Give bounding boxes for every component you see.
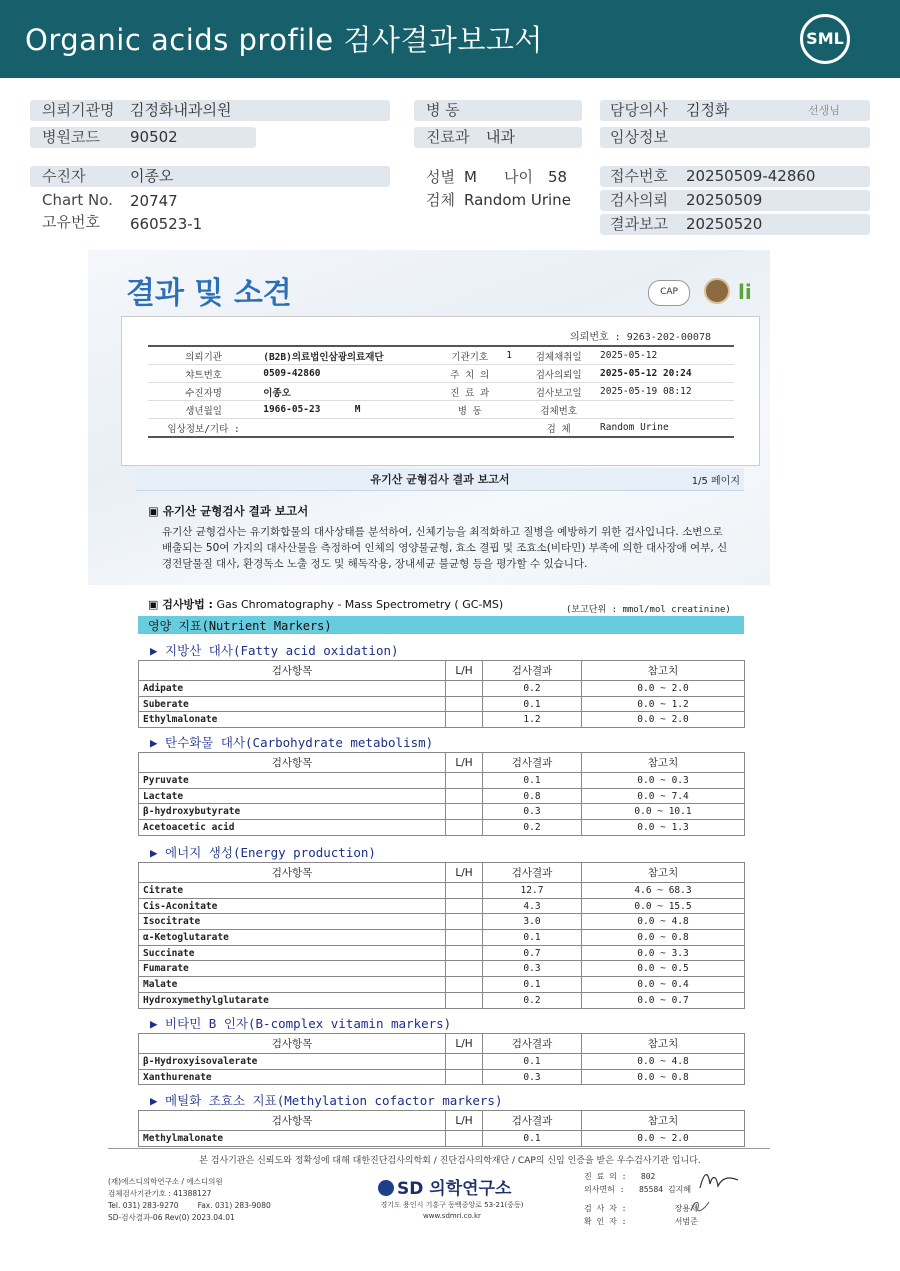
footer-signatures: [584, 1170, 698, 1228]
result-cell: 0.2: [483, 681, 582, 697]
test-name-cell: Suberate: [139, 696, 446, 712]
method-label: ▣ 검사방법 :: [148, 598, 213, 611]
test-name-cell: Ethylmalonate: [139, 712, 446, 728]
col-item-header: 검사항목: [139, 1034, 446, 1054]
footer-left-line: 검체검사기관기호 : 41388127: [108, 1189, 212, 1198]
info-cell: 0509-42860: [259, 365, 437, 383]
result-cell: 0.1: [483, 1131, 582, 1147]
result-cell: 0.3: [483, 961, 582, 977]
test-name-cell: Isocitrate: [139, 914, 446, 930]
reference-cell: 0.0 ~ 4.8: [582, 1054, 745, 1070]
reference-cell: 0.0 ~ 0.4: [582, 977, 745, 993]
test-name-cell: Hydroxymethylglutarate: [139, 992, 446, 1008]
lh-cell: [446, 1131, 483, 1147]
col-result-header: 검사결과: [483, 863, 582, 883]
intro-text: 유기산 균형검사는 유기화합물의 대사상태를 분석하여, 신체기능을 최적화하고 질병을 예방하기 위한 검사입니다. 소변으로 배출되는 50여 가지의 대사산물을 측정하여 인체의 영양물균형, 효소 결핍 및 조효소(비타민) 부족에 의한 대사장애 여부, 신경전달물질 대사, 환경독소 노출 정도 및 해독작용, 장내세균 불균형 등을 평가할 수 있습니다.: [162, 526, 728, 570]
clinical-label: 임상정보: [610, 128, 668, 146]
info-cell: 의뢰기관: [148, 346, 259, 365]
staff-signature-icon: [688, 1196, 712, 1216]
result-cell: 0.3: [483, 804, 582, 820]
li-label: li: [738, 280, 752, 304]
recv-value: 20250509-42860: [686, 167, 816, 185]
nutrient-bar-label: 영양 지표(Nutrient Markers): [148, 619, 332, 633]
sd-brand-text: SD 의학연구소: [397, 1179, 512, 1199]
result-cell: 0.2: [483, 820, 582, 836]
specimen-value: Random Urine: [464, 191, 571, 209]
col-ref-header: 참고치: [582, 753, 745, 773]
li-logo-icon: [738, 280, 752, 304]
info-cell: [502, 365, 521, 383]
lh-cell: [446, 1069, 483, 1085]
table-row: [148, 401, 734, 419]
info-cell: [259, 419, 437, 438]
doctor-label: 담당의사: [610, 101, 668, 119]
category-title: ▶ 탄수화물 대사(Carbohydrate metabolism): [150, 735, 434, 750]
section-title: ▣ 유기산 균형검사 결과 보고서: [148, 504, 309, 518]
footer-left-line: Tel. 031) 283-9270 Fax. 031) 283-9080: [108, 1201, 271, 1210]
method-line: [148, 596, 503, 612]
dept-label: 진료과: [426, 128, 470, 146]
address-line: 경기도 용인시 기흥구 동백중앙로 53-21(중동): [380, 1201, 524, 1209]
dept-value: 내과: [486, 128, 515, 146]
test-name-cell: Citrate: [139, 883, 446, 899]
report-unit: (보고단위 : mmol/mol creatinine): [566, 605, 731, 615]
footer-left-line: SD-검사결과-06 Rev(0) 2023.04.01: [108, 1213, 235, 1222]
name-label: 수진자: [42, 167, 86, 185]
result-cell: 0.8: [483, 788, 582, 804]
info-cell: 주 치 의: [437, 365, 502, 383]
info-cell: [502, 401, 521, 419]
table-row: [139, 992, 745, 1008]
lh-cell: [446, 820, 483, 836]
table-header-row: [139, 661, 745, 681]
sex-label: 성별: [426, 168, 455, 186]
lh-cell: [446, 804, 483, 820]
result-cell: 0.1: [483, 930, 582, 946]
results-table: [138, 1033, 745, 1085]
table-row: [139, 1069, 745, 1085]
table-header-row: [139, 1034, 745, 1054]
test-name-cell: β-Hydroxyisovalerate: [139, 1054, 446, 1070]
sd-brand: [378, 1174, 511, 1199]
footer-left: [108, 1176, 271, 1224]
rep-value: 20250520: [686, 215, 763, 233]
reference-cell: 0.0 ~ 15.5: [582, 898, 745, 914]
test-name-cell: α-Ketoglutarate: [139, 930, 446, 946]
reference-cell: 0.0 ~ 10.1: [582, 804, 745, 820]
table-row: [139, 788, 745, 804]
result-cell: 0.3: [483, 1069, 582, 1085]
table-row: [139, 773, 745, 789]
reference-cell: 0.0 ~ 0.8: [582, 930, 745, 946]
rep-label: 결과보고: [610, 215, 668, 233]
inst-label: 의뢰기관명: [42, 101, 115, 119]
info-cell: 챠트번호: [148, 365, 259, 383]
report-bar-title: 유기산 균형검사 결과 보고서: [370, 473, 510, 486]
test-name-cell: Malate: [139, 977, 446, 993]
sd-logo-icon: [378, 1180, 394, 1196]
result-cell: 1.2: [483, 712, 582, 728]
request-info-table: [148, 345, 734, 438]
age-value: 58: [548, 168, 568, 186]
table-row: [139, 945, 745, 961]
lh-cell: [446, 914, 483, 930]
info-cell: [596, 401, 734, 419]
lh-cell: [446, 961, 483, 977]
info-cell: 기관기호: [437, 346, 502, 365]
col-item-header: 검사항목: [139, 753, 446, 773]
category-title: ▶ 지방산 대사(Fatty acid oxidation): [150, 643, 399, 658]
doctor-value: 김정화: [686, 101, 730, 119]
test-name-cell: Cis-Aconitate: [139, 898, 446, 914]
category-title: ▶ 비타민 B 인자(B-complex vitamin markers): [150, 1016, 452, 1031]
staff-row: 검 사 자 : 장용재: [584, 1204, 698, 1213]
col-result-header: 검사결과: [483, 1111, 582, 1131]
results-table: [138, 862, 745, 1009]
reference-cell: 0.0 ~ 2.0: [582, 712, 745, 728]
doctor-suffix: 선생님: [808, 104, 840, 117]
lh-cell: [446, 1054, 483, 1070]
recv-label: 접수번호: [610, 167, 668, 185]
staff-row: 확 인 자 : 서범준: [584, 1217, 698, 1226]
sml-logo-icon: [800, 14, 850, 64]
info-cell: [502, 383, 521, 401]
results-table: [138, 752, 745, 836]
lh-cell: [446, 696, 483, 712]
req-label: 검사의뢰: [610, 191, 668, 209]
reference-cell: 0.0 ~ 7.4: [582, 788, 745, 804]
id-label: 고유번호: [42, 213, 100, 231]
sd-address: [372, 1200, 532, 1222]
col-item-header: 검사항목: [139, 1111, 446, 1131]
table-row: [139, 898, 745, 914]
specimen-label: 검체: [426, 191, 455, 209]
table-row: [139, 977, 745, 993]
info-cell: 임상정보/기타 :: [148, 419, 259, 438]
footer-note: 본 검사기관은 신뢰도와 정확성에 대해 대한진단검사의학회 / 진단검사의학재단 / CAP의 신임 인증을 받은 우수검사기관 입니다.: [199, 1156, 701, 1166]
info-cell: 2025-05-12 20:24: [596, 365, 734, 383]
category-title: ▶ 메틸화 조효소 지표(Methylation cofactor markers): [150, 1093, 503, 1108]
info-cell: 2025-05-19 08:12: [596, 383, 734, 401]
sign-row: 의사면허 : 85584 김지혜: [584, 1185, 692, 1194]
sex-value: M: [464, 168, 477, 186]
reference-cell: 0.0 ~ 2.0: [582, 681, 745, 697]
test-name-cell: Adipate: [139, 681, 446, 697]
seal-icon: [704, 278, 730, 304]
reference-cell: 0.0 ~ 0.8: [582, 1069, 745, 1085]
col-lh-header: L/H: [446, 1111, 483, 1131]
reference-cell: 0.0 ~ 2.0: [582, 1131, 745, 1147]
col-item-header: 검사항목: [139, 863, 446, 883]
info-cell: 수진자명: [148, 383, 259, 401]
category-title: ▶ 에너지 생성(Energy production): [150, 845, 376, 860]
result-cell: 0.2: [483, 992, 582, 1008]
table-row: [148, 365, 734, 383]
reference-cell: 4.6 ~ 68.3: [582, 883, 745, 899]
panel-title: 결과 및 소견: [126, 276, 292, 311]
col-result-header: 검사결과: [483, 753, 582, 773]
test-name-cell: Succinate: [139, 945, 446, 961]
footer-left-line: (재)에스디의학연구소 / 에스디의원: [108, 1177, 223, 1186]
lh-cell: [446, 788, 483, 804]
result-cell: 0.7: [483, 945, 582, 961]
table-row: [148, 346, 734, 365]
lh-cell: [446, 773, 483, 789]
results-table: [138, 660, 745, 728]
page-number: 1/5 페이지: [691, 476, 740, 487]
info-cell: [437, 419, 502, 438]
lh-cell: [446, 945, 483, 961]
info-cell: 1: [502, 346, 521, 365]
info-cell: [502, 419, 521, 438]
col-lh-header: L/H: [446, 661, 483, 681]
info-cell: 병 동: [437, 401, 502, 419]
info-cell: 생년월일: [148, 401, 259, 419]
report-title-bar: [136, 468, 744, 491]
test-name-cell: β-hydroxybutyrate: [139, 804, 446, 820]
info-cell: 검체채취일: [521, 346, 596, 365]
inst-value: 김정화내과의원: [130, 101, 232, 119]
info-cell: 검사의뢰일: [521, 365, 596, 383]
result-cell: 4.3: [483, 898, 582, 914]
info-cell: Random Urine: [596, 419, 734, 438]
sign-row: 진 료 의 : 802: [584, 1172, 656, 1181]
name-value: 이종오: [130, 167, 174, 185]
lh-cell: [446, 930, 483, 946]
id-value: 660523-1: [130, 215, 203, 233]
logo-text: SML: [806, 29, 844, 48]
info-cell: 이종오: [259, 383, 437, 401]
req-value: 20250509: [686, 191, 763, 209]
reference-cell: 0.0 ~ 3.3: [582, 945, 745, 961]
cap-accredited-icon: [648, 280, 690, 306]
test-name-cell: Acetoacetic acid: [139, 820, 446, 836]
result-cell: 3.0: [483, 914, 582, 930]
table-row: [139, 820, 745, 836]
reference-cell: 0.0 ~ 1.3: [582, 820, 745, 836]
table-row: [139, 712, 745, 728]
result-cell: 0.1: [483, 773, 582, 789]
col-lh-header: L/H: [446, 753, 483, 773]
col-result-header: 검사결과: [483, 1034, 582, 1054]
table-row: [139, 1131, 745, 1147]
chart-value: 20747: [130, 192, 178, 210]
reference-cell: 0.0 ~ 4.8: [582, 914, 745, 930]
chart-label: Chart No.: [42, 191, 113, 209]
test-name-cell: Methylmalonate: [139, 1131, 446, 1147]
lh-cell: [446, 977, 483, 993]
info-cell: 1966-05-23 M: [259, 401, 437, 419]
info-cell: (B2B)의료법인삼광의료재단: [259, 346, 437, 365]
info-cell: 검 체: [521, 419, 596, 438]
footer-divider: [108, 1148, 770, 1149]
page-title: Organic acids profile 검사결과보고서: [25, 23, 543, 57]
result-cell: 0.1: [483, 696, 582, 712]
doctor-signature-icon: [696, 1166, 740, 1196]
table-row: [148, 383, 734, 401]
table-row: [139, 930, 745, 946]
code-value: 90502: [130, 128, 178, 146]
col-lh-header: L/H: [446, 863, 483, 883]
request-number: 의뢰번호 : 9263-202-00078: [570, 332, 711, 343]
table-row: [139, 696, 745, 712]
nutrient-markers-bar: [138, 616, 744, 634]
table-row: [139, 883, 745, 899]
page-header: [0, 0, 900, 78]
test-name-cell: Lactate: [139, 788, 446, 804]
test-name-cell: Xanthurenate: [139, 1069, 446, 1085]
lh-cell: [446, 992, 483, 1008]
reference-cell: 0.0 ~ 0.7: [582, 992, 745, 1008]
lh-cell: [446, 883, 483, 899]
method-value: Gas Chromatography - Mass Spectrometry ( GC-MS): [216, 598, 504, 611]
lh-cell: [446, 681, 483, 697]
reference-cell: 0.0 ~ 0.3: [582, 773, 745, 789]
ward-label: 병 동: [426, 101, 460, 119]
lh-cell: [446, 712, 483, 728]
table-row: [139, 1054, 745, 1070]
test-name-cell: Fumarate: [139, 961, 446, 977]
reference-cell: 0.0 ~ 1.2: [582, 696, 745, 712]
results-table: [138, 1110, 745, 1147]
col-ref-header: 참고치: [582, 1034, 745, 1054]
info-cell: 2025-05-12: [596, 346, 734, 365]
table-header-row: [139, 753, 745, 773]
code-label: 병원코드: [42, 128, 100, 146]
request-info-box: [121, 316, 760, 466]
col-ref-header: 참고치: [582, 863, 745, 883]
cap-label: CAP: [660, 287, 678, 297]
table-row: [139, 961, 745, 977]
col-lh-header: L/H: [446, 1034, 483, 1054]
reference-cell: 0.0 ~ 0.5: [582, 961, 745, 977]
table-header-row: [139, 1111, 745, 1131]
table-row: [148, 419, 734, 438]
col-result-header: 검사결과: [483, 661, 582, 681]
website-line: www.sdmri.co.kr: [423, 1212, 481, 1220]
col-item-header: 검사항목: [139, 661, 446, 681]
lh-cell: [446, 898, 483, 914]
info-cell: 진 료 과: [437, 383, 502, 401]
age-label: 나이: [504, 168, 533, 186]
table-header-row: [139, 863, 745, 883]
info-cell: 검체번호: [521, 401, 596, 419]
col-ref-header: 참고치: [582, 661, 745, 681]
table-row: [139, 681, 745, 697]
result-cell: 0.1: [483, 977, 582, 993]
info-cell: 검사보고일: [521, 383, 596, 401]
table-row: [139, 914, 745, 930]
test-name-cell: Pyruvate: [139, 773, 446, 789]
table-row: [139, 804, 745, 820]
result-cell: 0.1: [483, 1054, 582, 1070]
col-ref-header: 참고치: [582, 1111, 745, 1131]
result-cell: 12.7: [483, 883, 582, 899]
